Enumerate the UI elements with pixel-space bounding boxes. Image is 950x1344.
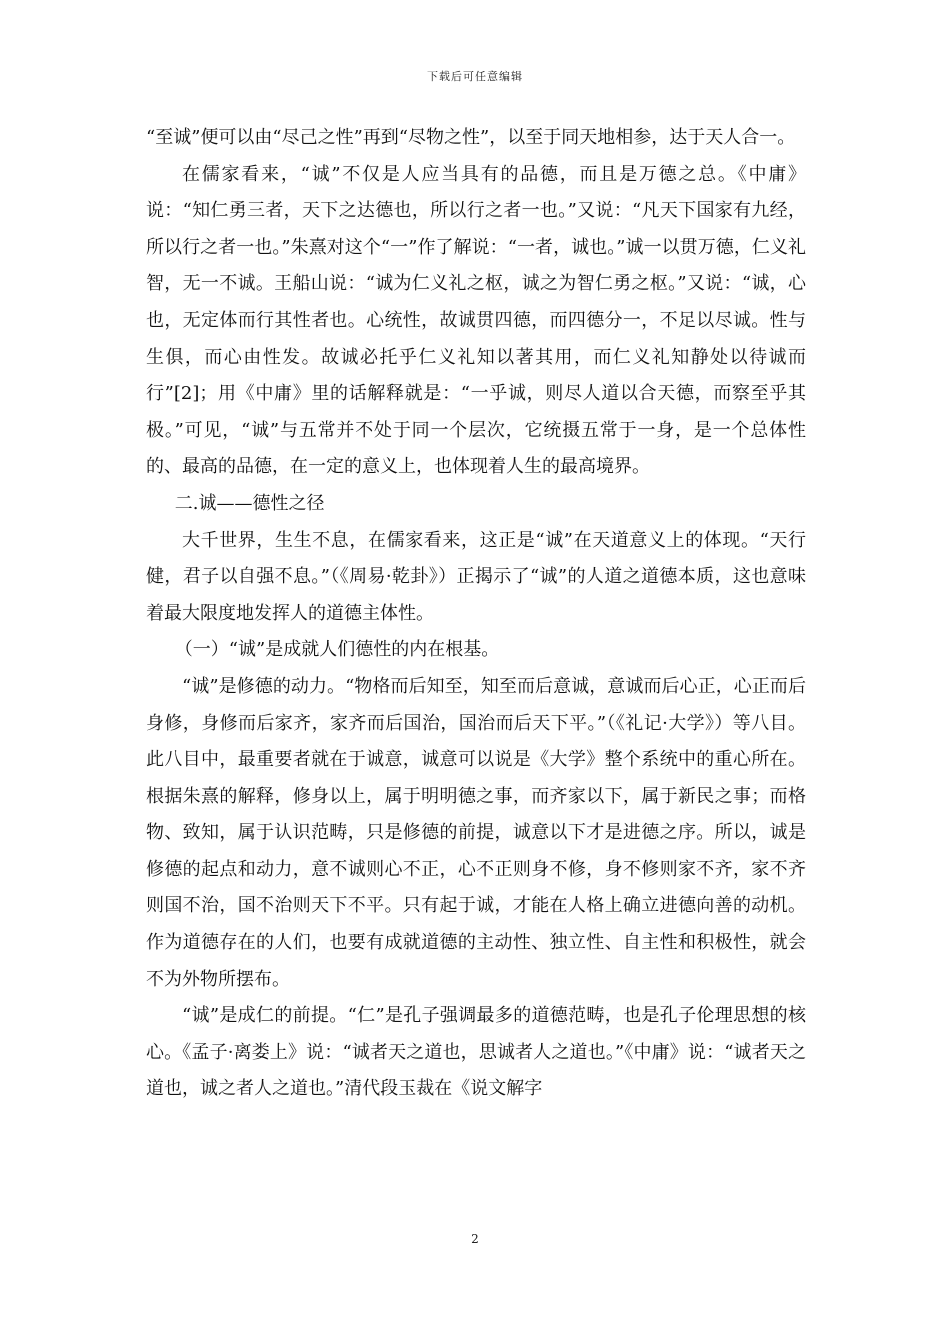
paragraph-confucian-view: 在儒家看来，“诚”不仅是人应当具有的品德，而且是万德之总。《中庸》说：“知仁勇三者，天下之达德也，所以行之者一也。”又说：“凡天下国家有九经，所以行之者一也。”朱熹对这个“一”作了解说：“一者，诚也。”诚一以贯万德，仁义礼智，无一不诚。王船山说：“诚为仁义礼之枢，诚之为智仁勇之枢。”又说：“诚，心也，无定体而行其性者也。心统性，故诚贯四德，而四德分一，不足以尽诚。性与生俱，而心由性发。故诚必托乎仁义礼知以著其用，而仁义礼知静处以待诚而行”[2]；用《中庸》里的话解释就是：“一乎诚，则尽人道以合天德，而察至乎其极。”可见，“诚”与五常并不处于同一个层次，它统摄五常于一身，是一个总体性的、最高的品德，在一定的意义上，也体现着人生的最高境界。 xyxy=(146,163,806,478)
page-number: 2 xyxy=(471,1232,479,1246)
paragraph-cultivation-motive: “诚”是修德的动力。“物格而后知至，知至而后意诚，意诚而后心正，心正而后身修，身修而后家齐，家齐而后国治，国治而后天下平。”（《礼记·大学》）等八目。此八目中，最重要者就在于诚意，诚意可以说是《大学》整个系统中的重心所在。根据朱熹的解释，修身以上，属于明明德之事，而齐家以下，属于新民之事；而格物、致知，属于认识范畴，只是修德的前提，诚意以下才是进德之序。所以，诚是修德的起点和动力，意不诚则心不正，心不正则身不修，身不修则家不齐，家不齐则国不治，国不治则天下不平。只有起于诚，才能在人格上确立进德向善的动机。作为道德存在的人们，也要有成就道德的主动性、独立性、自主性和积极性，就会不为外物所摆布。 xyxy=(146,675,806,990)
section-heading: 二.诚——德性之径 xyxy=(174,492,325,514)
paragraph-great-world: 大千世界，生生不息，在儒家看来，这正是“诚”在天道意义上的体现。“天行健，君子以自强不息。”（《周易·乾卦》）正揭示了“诚”的人道之道德本质，这也意味着最大限度地发挥人的道德主体性。 xyxy=(146,529,806,624)
document-body xyxy=(146,120,806,1108)
subsection-heading: （一）“诚”是成就人们德性的内在根基。 xyxy=(174,639,500,661)
paragraph-benevolence-premise: “诚”是成仁的前提。“仁”是孔子强调最多的道德范畴，也是孔子伦理思想的核心。《孟子·离娄上》说：“诚者天之道也，思诚者人之道也。”《中庸》说：“诚者天之道也，诚之者人之道也。”清代段玉裁在《说文解字 xyxy=(146,1005,806,1100)
paragraph-continuation: “至诚”便可以由“尽己之性”再到“尽物之性”，以至于同天地相参，达于天人合一。 xyxy=(146,127,796,148)
page-header: 下载后可任意编辑 xyxy=(427,70,523,83)
